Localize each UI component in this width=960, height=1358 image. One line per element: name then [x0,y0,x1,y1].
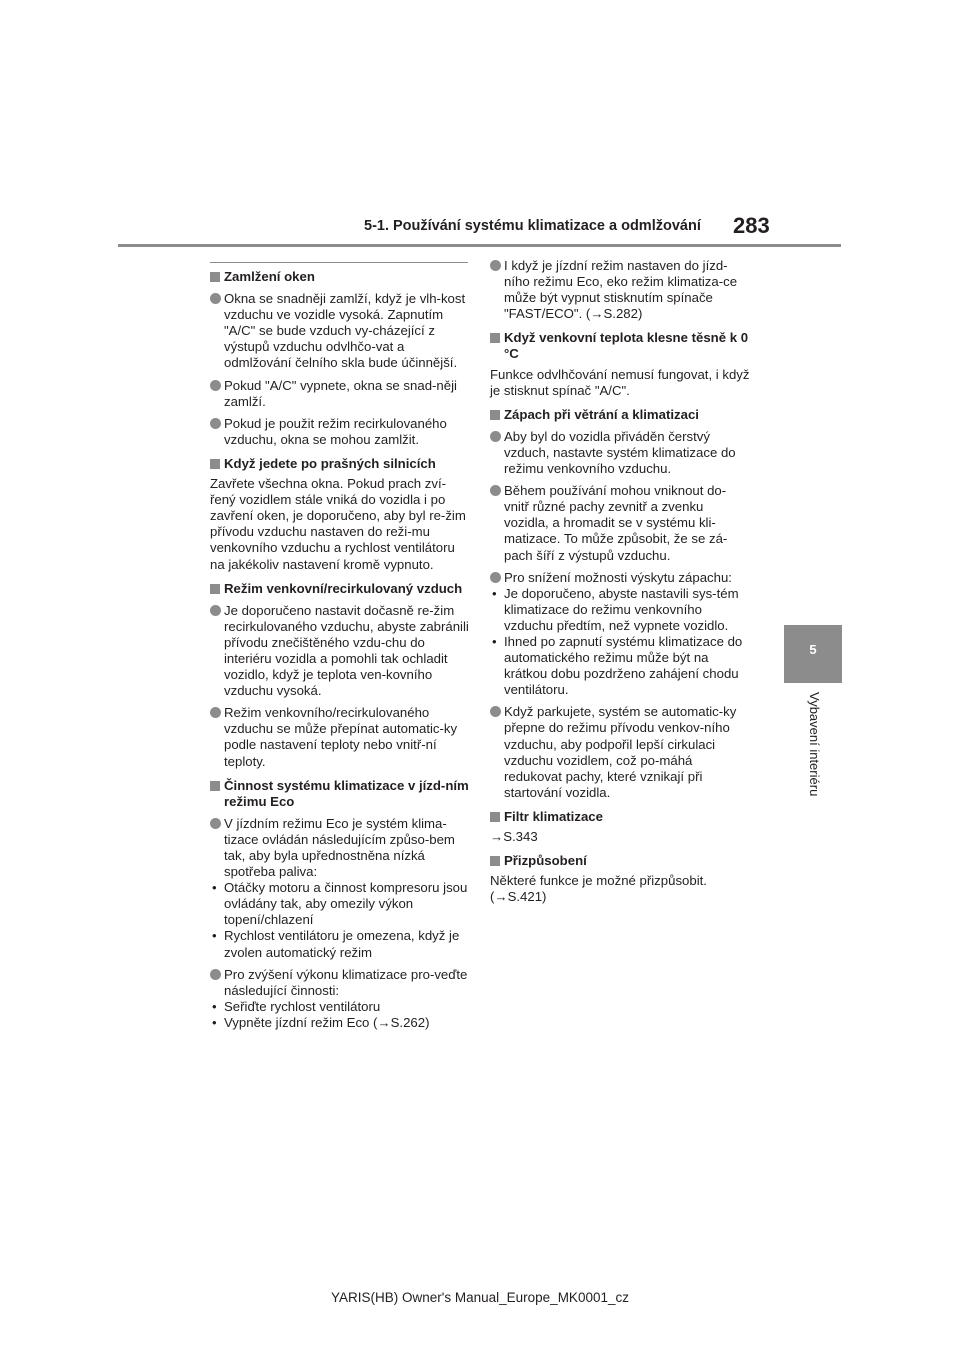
square-bullet-icon [210,584,220,594]
bullet-text: Je doporučeno nastavit dočasně re-žim recirkulovaného vzduchu, abyste zabránili přívodu znečištěného vzdu-chu do interiéru vozidla a pomohli tak ochladit vozidlo, když je teplota ven-kovního vzduchu vysoká. [224,602,469,699]
square-bullet-icon [210,459,220,469]
heading-text: Když venkovní teplota klesne těsně k 0 °C [504,330,749,362]
bullet-text: Během používání mohou vniknout do-vnitř různé pachy zevnitř a zvenku vozidla, a hromadit se v systému kli-matizace. To může způsobit, že se zá-pach šíří z výstupů vzduchu. [504,483,728,563]
chapter-number: 5 [809,642,817,657]
paragraph: Některé funkce je možné přizpůsobit. (→S.421) [490,873,707,905]
round-bullet-icon [210,418,221,429]
header-rule [118,244,841,247]
bullet-item [490,570,750,586]
round-bullet-icon [490,706,501,717]
bullet-text: Pokud je použit režim recirkulovaného vzduchu, okna se mohou zamlžit. [224,415,447,447]
bullet-text: Pro snížení možnosti výskytu zápachu: [504,569,732,585]
bullet-item [210,603,470,700]
bullet-item [210,416,470,448]
bullet-text: Okna se snadněji zamlží, když je vlh-kost vzduchu ve vozidle vysoká. Zapnutím "A/C" se bude vzduch vy-cházející z výstupů vzduchu odvlhčo-vat a odmlžování čelního skla bude účinnější. [224,291,466,371]
square-bullet-icon [490,812,500,822]
chapter-tab [784,625,842,683]
paragraph: Zavřete všechna okna. Pokud prach zví-řený vozidlem stále vniká do vozidla i po zavření oken, je doporučeno, aby byl re-žim přívodu vzduchu nastaven do reži-mu venkovního vzduchu a rychlost ventilátoru na jakékoliv nastavení kromě vypnuto. [210,476,466,572]
bullet-item [210,705,470,769]
dash-marker: • [212,928,217,944]
sub-item [210,999,470,1015]
sub-item [210,880,470,928]
round-bullet-icon [210,380,221,391]
sub-item [490,586,750,634]
dash-marker: • [492,633,497,649]
bullet-text: V jízdním režimu Eco je systém klima-tizace ovládán následujícím způso-bem tak, aby byla upřednostněna nízká spotřeba paliva: [224,815,455,880]
round-bullet-icon [210,707,221,718]
heading-text: Činnost systému klimatizace v jízd-ním režimu Eco [224,777,469,809]
column-top-rule [210,262,468,263]
round-bullet-icon [490,572,501,583]
bullet-text: Aby byl do vozidla přiváděn čerstvý vzduch, nastavte systém klimatizace do režimu venkovního vzduchu. [504,428,736,477]
bullet-item [490,429,750,477]
sub-item [490,634,750,698]
bullet-item [210,291,470,371]
sub-item-text: Otáčky motoru a činnost kompresoru jsou ovládány tak, aby omezily výkon topení/chlazení [224,880,468,928]
dash-marker: • [492,585,497,601]
square-bullet-icon [490,410,500,420]
paragraph: Funkce odvlhčování nemusí fungovat, i když je stisknut spínač "A/C". [490,366,750,398]
sub-item-text: Seřiďte rychlost ventilátoru [224,998,381,1014]
heading-text: Když jedete po prašných silnicích [224,455,436,471]
right-column [490,258,750,905]
dash-marker: • [212,998,217,1014]
bullet-text: I když je jízdní režim nastaven do jízd-ního režimu Eco, eko režim klimatiza-ce může být vypnut stisknutím spínače "FAST/ECO". (→S.282) [504,258,738,322]
bullet-item [490,483,750,563]
round-bullet-icon [490,260,501,271]
heading-text: Přizpůsobení [504,853,587,869]
dash-marker: • [212,880,217,896]
chapter-label-wrapper [807,692,833,822]
round-bullet-icon [490,485,501,496]
round-bullet-icon [490,431,501,442]
page-number: 283 [733,213,770,238]
round-bullet-icon [210,605,221,616]
section-heading [490,407,750,423]
round-bullet-icon [210,293,221,304]
bullet-item [490,704,750,801]
chapter-label: Vybavení interiéru [807,692,822,797]
page-reference-link[interactable]: →S.343 [490,829,538,844]
heading-text: Režim venkovní/recirkulovaný vzduch [224,580,463,596]
footer-manual-id: YARIS(HB) Owner's Manual_Europe_MK0001_cz [331,1290,629,1305]
sub-item-text: Je doporučeno, abyste nastavili sys-tém klimatizace do režimu venkovního vzduchu předtím, než vypnete vozidlo. [504,585,739,633]
bullet-text: Pokud "A/C" vypnete, okna se snad-něji zamlží. [224,377,457,409]
square-bullet-icon [490,856,500,866]
round-bullet-icon [210,969,221,980]
page-reference-link[interactable]: Vypněte jízdní režim Eco (→S.262) [224,1014,430,1030]
section-heading [210,778,470,810]
heading-text: Zamlžení oken [224,269,315,284]
sub-item-text: Ihned po zapnutí systému klimatizace do automatického režimu může být na krátkou dobu pozdrženo zahájení chodu ventilátoru. [504,633,743,698]
bullet-item [210,378,470,410]
section-heading [490,809,750,825]
sub-item [210,1015,470,1031]
sub-item [210,928,470,960]
section-heading [210,269,470,285]
square-bullet-icon [210,781,220,791]
bullet-text: Když parkujete, systém se automatic-ky přepne do režimu přívodu venkov-ního vzduchu, aby podpořil lepší cirkulaci vzduchu vozidlem, což po-máhá redukovat pachy, které vznikají při startování vozidla. [504,704,737,800]
heading-text: Filtr klimatizace [504,808,603,824]
bullet-item [210,816,470,880]
dash-marker: • [212,1014,217,1030]
heading-text: Zápach při větrání a klimatizaci [504,406,699,422]
square-bullet-icon [490,333,500,343]
bullet-item [490,258,750,322]
bullet-text: Režim venkovního/recirkulovaného vzduchu se může přepínat automatic-ky podle nastavení teploty nebo vnitř-ní teploty. [224,705,458,769]
section-heading [210,581,470,597]
round-bullet-icon [210,818,221,829]
bullet-text: Pro zvýšení výkonu klimatizace pro-veďte následující činnosti: [224,966,468,998]
section-heading [490,330,750,362]
left-column [210,258,470,1031]
section-heading [490,853,750,869]
header-section-title: 5-1. Používání systému klimatizace a odmlžování [364,218,701,234]
section-heading [210,456,470,472]
sub-item-text: Rychlost ventilátoru je omezena, když je zvolen automatický režim [224,928,460,960]
square-bullet-icon [210,272,220,282]
bullet-item [210,967,470,999]
